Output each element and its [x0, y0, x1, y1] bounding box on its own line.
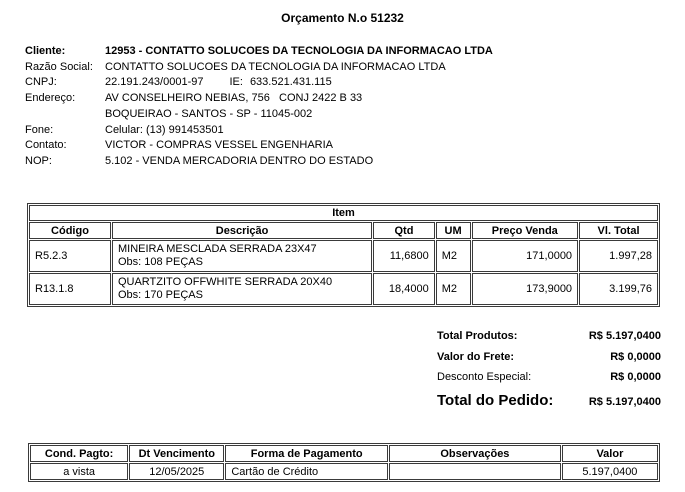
client-row-cliente [25, 44, 665, 60]
nop-value: 5.102 - VENDA MERCADORIA DENTRO DO ESTADO [105, 154, 374, 167]
client-row-endereco [25, 91, 665, 107]
item-qtd: 18,4000 [373, 273, 434, 305]
desconto-especial-label: Desconto Especial: [437, 371, 532, 383]
pay-forma-pagamento: Cartão de Crédito [225, 463, 388, 480]
page-title: Orçamento N.o 51232 [281, 11, 404, 25]
contato-value: VICTOR - COMPRAS VESSEL ENGENHARIA [105, 139, 333, 152]
valor-frete-value: R$ 0,0000 [610, 350, 661, 363]
client-row-nop [25, 154, 665, 170]
col-header-um: UM [436, 222, 471, 239]
pay-observacoes [389, 463, 561, 480]
item-vl-total: 1.997,28 [579, 240, 658, 272]
totals-row-pedido [437, 392, 661, 414]
nop-label: NOP: [25, 154, 52, 167]
ie-value: 633.521.431.115 [249, 76, 332, 89]
client-row-fone [25, 123, 665, 139]
totals-row-produtos [437, 330, 661, 351]
cliente-value: 12953 - CONTATTO SOLUCOES DA TECNOLOGIA DA INFORMACAO LTDA [105, 45, 493, 57]
table-row [30, 463, 658, 480]
fone-label: Fone: [25, 123, 54, 136]
cliente-label: Cliente: [25, 45, 66, 57]
pay-cond-pagto: a vista [30, 463, 128, 480]
item-codigo: R13.1.8 [29, 273, 111, 305]
item-table [27, 203, 660, 307]
item-vl-total: 3.199,76 [579, 273, 658, 305]
total-produtos-value: R$ 5.197,0400 [588, 330, 661, 342]
item-table-header-row [29, 222, 658, 239]
col-header-codigo: Código [29, 222, 111, 239]
item-table-group-header: Item [29, 205, 658, 221]
item-obs: Obs: 108 PEÇAS [117, 256, 203, 268]
totals-block [437, 330, 661, 414]
client-row-contato [25, 138, 665, 154]
client-info-block [25, 44, 665, 170]
col-header-dt-vencimento: Dt Vencimento [129, 445, 224, 462]
pay-valor: 5.197,0400 [562, 463, 658, 480]
totals-row-frete [437, 351, 661, 372]
item-table-group-header-row [29, 205, 658, 221]
item-descricao: MINEIRA MESCLADA SERRADA 23X47 [117, 242, 317, 255]
item-descricao-cell [112, 240, 372, 272]
valor-frete-label: Valor do Frete: [437, 350, 515, 363]
item-obs: Obs: 170 PEÇAS [117, 289, 203, 301]
client-row-endereco2 [25, 107, 665, 123]
item-descricao: QUARTZITO OFFWHITE SERRADA 20X40 [117, 275, 333, 288]
item-um: M2 [436, 273, 471, 305]
item-preco-venda: 173,9000 [472, 273, 579, 305]
endereco-label: Endereço: [25, 92, 76, 105]
col-header-observacoes: Observações [389, 445, 561, 462]
contato-label: Contato: [25, 139, 67, 152]
payment-table [28, 443, 660, 482]
col-header-preco-venda: Preço Venda [472, 222, 579, 239]
item-qtd: 11,6800 [373, 240, 434, 272]
endereco-line2: BOQUEIRAO - SANTOS - SP - 11045-002 [105, 107, 313, 120]
cnpj-label: CNPJ: [25, 76, 57, 89]
table-row [29, 273, 658, 305]
pay-dt-vencimento: 12/05/2025 [129, 463, 224, 480]
fone-value: Celular: (13) 991453501 [105, 123, 224, 136]
item-preco-venda: 171,0000 [472, 240, 579, 272]
total-produtos-label: Total Produtos: [437, 330, 518, 342]
razao-social-value: CONTATTO SOLUCOES DA TECNOLOGIA DA INFORMACAO LTDA [105, 60, 446, 73]
col-header-valor: Valor [562, 445, 658, 462]
total-pedido-value: R$ 5.197,0400 [588, 395, 661, 408]
col-header-vl-total: Vl. Total [579, 222, 658, 239]
col-header-qtd: Qtd [373, 222, 434, 239]
desconto-especial-value: R$ 0,0000 [610, 371, 661, 383]
item-descricao-cell [112, 273, 372, 305]
col-header-forma-pagamento: Forma de Pagamento [225, 445, 388, 462]
ie-label: IE: [229, 76, 243, 89]
client-row-cnpj [25, 75, 665, 91]
totals-row-desconto [437, 371, 661, 392]
item-um: M2 [436, 240, 471, 272]
col-header-cond-pagto: Cond. Pagto: [30, 445, 128, 462]
col-header-descricao: Descrição [112, 222, 372, 239]
razao-social-label: Razão Social: [25, 60, 93, 73]
total-pedido-label: Total do Pedido: [437, 391, 554, 409]
client-row-razao-social [25, 60, 665, 76]
payment-table-header-row [30, 445, 658, 462]
item-codigo: R5.2.3 [29, 240, 111, 272]
endereco-line1: AV CONSELHEIRO NEBIAS, 756 CONJ 2422 B 33 [105, 92, 363, 105]
cnpj-value: 22.191.243/0001-97 [105, 76, 204, 89]
table-row [29, 240, 658, 272]
endereco-label-spacer [25, 107, 105, 123]
